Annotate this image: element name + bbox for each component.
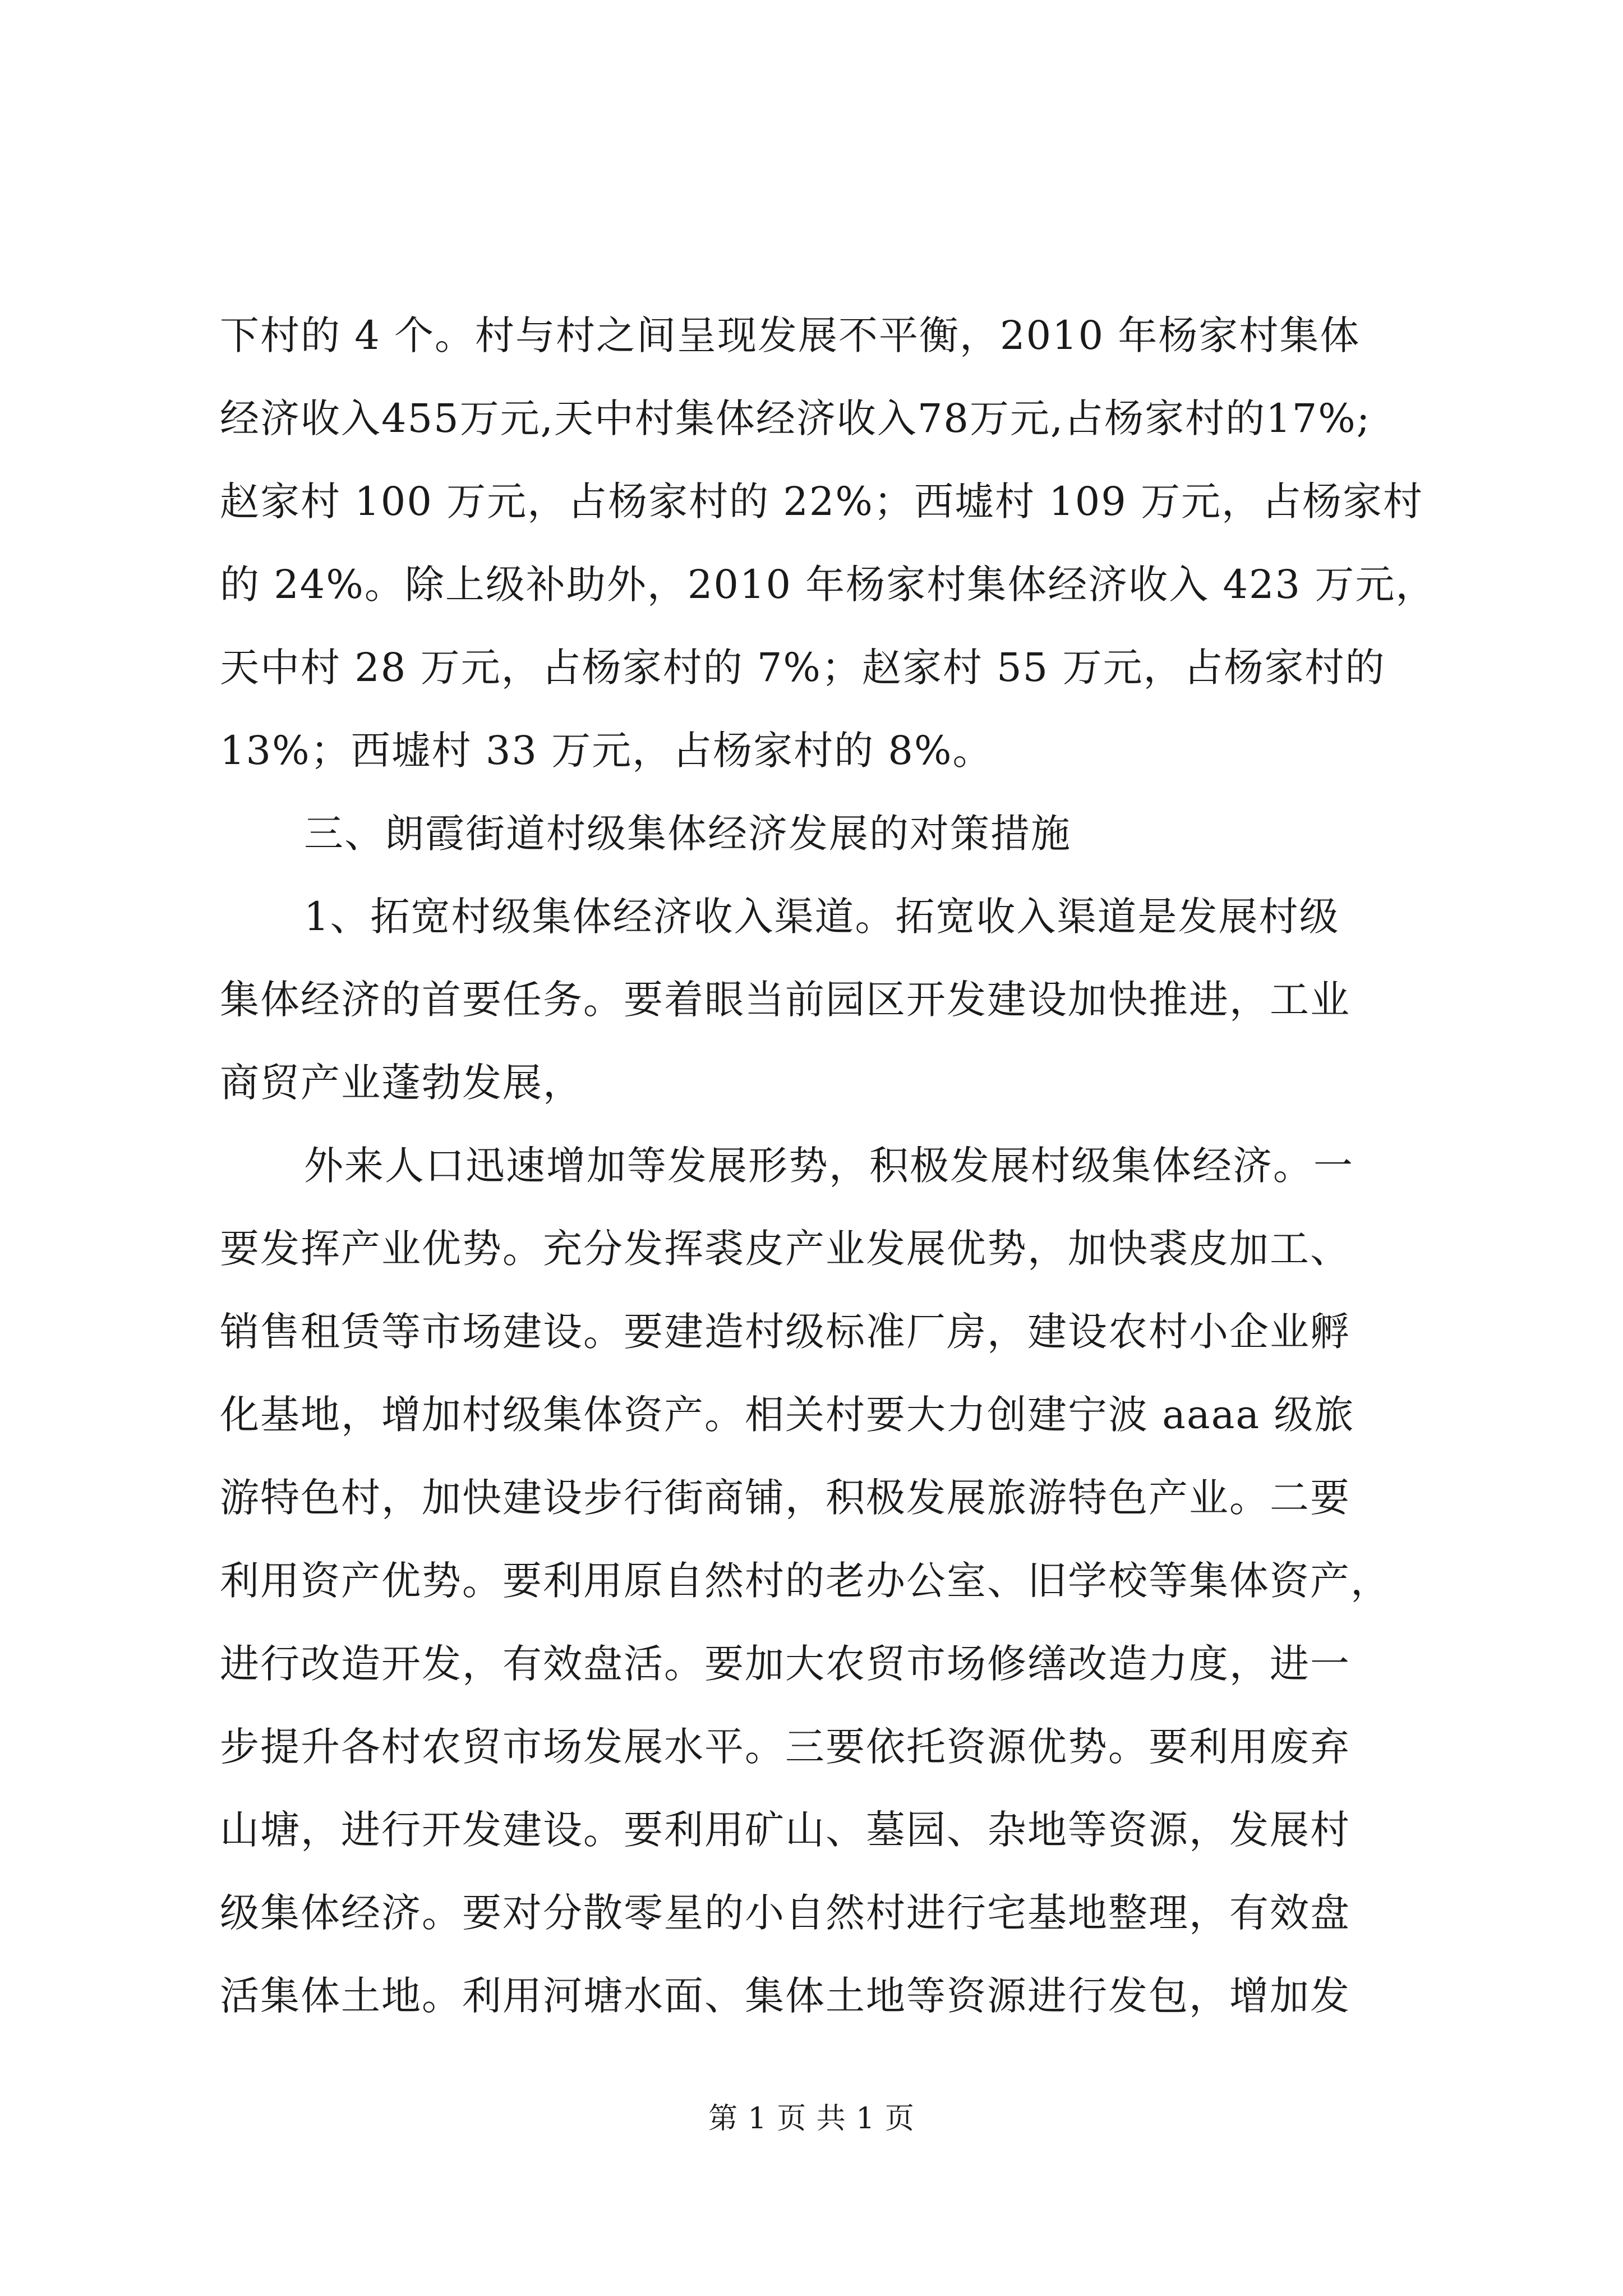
- text-line: 的 24%。除上级补助外，2010 年杨家村集体经济收入 423 万元，: [220, 562, 1436, 608]
- text-line: 经济收入455万元,天中村集体经济收入78万元,占杨家村的17%;: [220, 395, 1371, 441]
- text-line: 步提升各村农贸市场发展水平。三要依托资源优势。要利用废弃: [220, 1724, 1350, 1770]
- text-line: 级集体经济。要对分散零星的小自然村进行宅基地整理，有效盘: [220, 1890, 1350, 1936]
- text-line: 外来人口迅速增加等发展形势，积极发展村级集体经济。一: [304, 1143, 1354, 1189]
- text-line: 1、拓宽村级集体经济收入渠道。拓宽收入渠道是发展村级: [304, 894, 1340, 940]
- text-line: 进行改造开发，有效盘活。要加大农贸市场修缮改造力度，进一: [220, 1641, 1350, 1687]
- text-line: 活集体土地。利用河塘水面、集体土地等资源进行发包，增加发: [220, 1973, 1350, 2019]
- text-line: 化基地，增加村级集体资产。相关村要大力创建宁波 aaaa 级旅: [220, 1392, 1355, 1438]
- text-line: 集体经济的首要任务。要着眼当前园区开发建设加快推进，工业: [220, 977, 1350, 1023]
- text-line: 赵家村 100 万元，占杨家村的 22%；西墟村 109 万元，占杨家村: [220, 478, 1424, 524]
- text-line: 天中村 28 万元，占杨家村的 7%；赵家村 55 万元，占杨家村的: [220, 645, 1386, 691]
- text-line: 13%；西墟村 33 万元，占杨家村的 8%。: [220, 728, 993, 774]
- text-line: 利用资产优势。要利用原自然村的老办公室、旧学校等集体资产，: [220, 1558, 1391, 1604]
- text-line: 下村的 4 个。村与村之间呈现发展不平衡，2010 年杨家村集体: [220, 312, 1361, 358]
- text-line: 销售租赁等市场建设。要建造村级标准厂房，建设农村小企业孵: [220, 1309, 1350, 1355]
- text-line: 要发挥产业优势。充分发挥裘皮产业发展优势，加快裘皮加工、: [220, 1226, 1350, 1272]
- text-line: 山塘，进行开发建设。要利用矿山、墓园、杂地等资源，发展村: [220, 1807, 1350, 1853]
- text-line: 游特色村，加快建设步行街商铺，积极发展旅游特色产业。二要: [220, 1475, 1350, 1521]
- page-footer: 第 1 页 共 1 页: [708, 2102, 915, 2136]
- text-line: 商贸产业蓬勃发展，: [220, 1060, 583, 1106]
- section-heading: 三、朗霞街道村级集体经济发展的对策措施: [304, 811, 1071, 857]
